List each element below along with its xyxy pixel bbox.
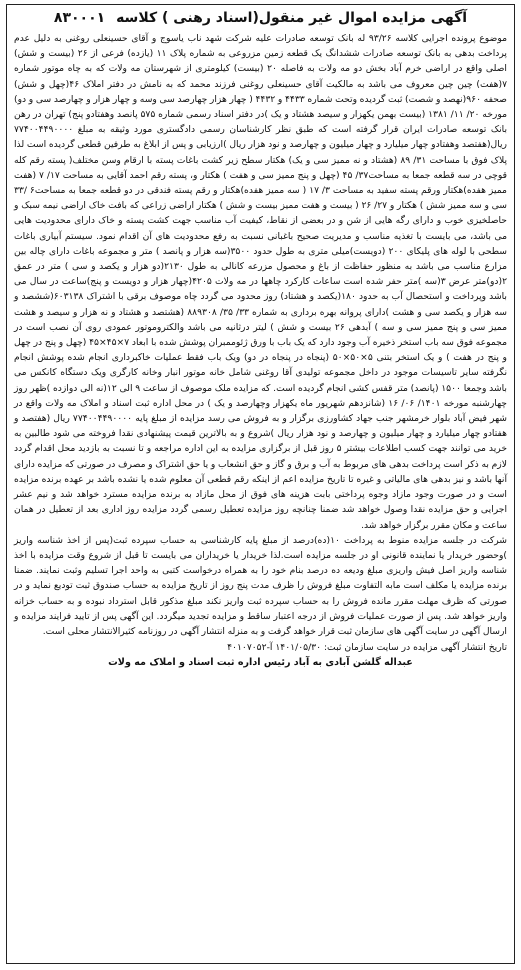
- notice-body-paragraph-2: شرکت در جلسه مزایده منوط به پرداخت ۱۰(ده)درصد از مبلغ پایه کارشناسی به حساب سپرده ثبت(پس از اخذ شناسه واریز )وحضور خریدار یا نماینده قانونی او در جلسه مزایده است.لذا خریدار یا خریداران می بایست تا قبل از شروع وقت مزایده با اخذ شناسه واریز اصل فیش واریزی مبلغ ودیعه ده درصد بنام خود را به همراه درخواست کتبی به واحد اجرا تسلیم وثبت نمایند. ضمنا برنده مزایده یا مکلف است مابه التفاوت مبلغ فروش را ظرف مدت پنج روز از تاریخ مزایده به حساب صندوق ثبت تودیع نماید و در صورتی که ظرف مهلت مقرر مانده فروش را به حساب سپرده ثبت واریز نکند مبلغ مذکور قابل استرداد نبوده و به حساب خزانه واریز خواهد شد. پس از صورت عملیات فروش از درجه اعتبار ساقط و مزایده تجدید میگردد. این آگهی پس از تایید فرایند مزایده و ارسال آگهی در سایت آگهی های سازمان ثبت قرار خواهد گرفت و به منزله انتشار آگهی در روزنامه کثیرالانتشار محلی است.: [14, 534, 507, 637]
- signature-line: عبداله گلشن آبادی به آباد رئیس اداره ثبت اسناد و املاک مه ولات: [108, 657, 413, 669]
- notice-title-text: آگهی مزایده اموال غیر منقول(اسناد رهنی ) کلاسه: [116, 10, 468, 26]
- publication-date: تاریخ انتشار آگهی مزایده در سایت سازمان ثبت: ۱۴۰۱/۰۵/۳۰: [275, 642, 507, 654]
- notice-body-paragraph-1: موضوع پرونده اجرایی کلاسه ۹۳/۲۶ له بانک توسعه صادرات علیه شرکت شهد ناب یاسوج و آقای حسینعلی روغنی به دلیل عدم پرداخت بدهی به بانک توسعه صادرات ششدانگ یک قطعه زمین مزروعی به شماره پلاک ۱۱ (یازده) فرعی از ۲۶ (بیست و شش) اصلی واقع در اراضی خرم آباد بخش دو مه ولات به فاصله ۲۰ (بیست) کیلومتری از شهرستان مه ولات که به چاه موتور شماره ۷(هفت) چین چین معروف می باشد به مالکیت آقای حسینعلی روغنی فرزند محمد که به نامش در دفتر املاک ۴۶(چهل و شش) صحفه ۹۶۰(نهصد و شصت) ثبت گردیده وتحت شماره ۴۴۳۳ و ۴۴۳۲ ( چهار هزار چهارصد سی وسه و چهار هزار و چهارصد سی و دو) مورخه ۲۰/ ۱۱/ ۱۳۸۱ (بیست بهمن یکهزار و سیصد هشتاد و یک )در دفتر اسناد رسمی شماره ۵۷۵ پانصد وهفتادو پنج) تهران در رهن بانک توسعه صادرات ایران قرار گرفته است که طبق نظر کارشناسان رسمی دادگستری مورد وثیقه به مبلغ ۷۷۴۰۰۴۴۹۰۰۰۰ ریال(هفتصد وهفتادو چهار میلیارد و چهار میلیون و چهارصد و نود هزار ریال )ارزیابی و پس از ابلاغ به طرفین قطعی گردیده است لذا پلاک فوق با مساحت ۳۱/ ۸۹ (هشتاد و نه ممیز سی و یک) هکتار سطح زیر کشت باغات پسته با ارقام وسن مختلف( پسته رقم کله قوچی در سه قطعه جمعا به مساحت۳۷/ ۴۵ (چهل و پنج ممیز سی و هفت ) هکتار و، پسته رقم احمد آقایی به مساحت ۱۷/ ۷ (هفت ممیز هفده)هکتار ورقم پسته سفید به مساحت ۳/ ۱۷ ( سه ممیز هفده)هکتار و رقم پسته فندقی در دو قطعه جمعا به مساحت۶ /۳۳ سی و سه ممیز شش ) هکتار و ۲۷/ ۲۶ ( بیست و هفت ممیز بیست و شش ) هکتار اراضی زراعی که بافت خاک اراضی نیمه سبک و حاصلخیزی خوب و دارای رگه هایی از شن و در بعضی از نقاط، کیفیت آب مناسب جهت کشت پسته و خاک دارای محدودیت هایی می باشد، می بایست با تغذیه مناسب و مدیریت صحیح باغبانی نسبت به رفع محدودیت های آن اقدام نمود. سیستم آبیاری باغات سطحی با لوله های پلیکای ۲۰۰ (دویست)میلی متری به طول حدود ۳۵۰۰(سه هزار و پانصد ) متر و مجموعه باغات دارای چاله بین مزارع مناسب می باشد به منظور حفاظت از باغ و محصول مزرعه کانالی به طول ۲۱۳۰(دو هزار و یکصد و سی ) متر در عمق ۲(دو)متر عرض ۳(سه )متر حفر شده است ساعات کارکرد چاهها در مه ولات ۴۲۰۵(چهار هزار و دویست و پنج)ساعت در سال می باشد وپرداخت و استحصال آب به حدود ۱۸۰(یکصد و هشتاد) روز محدود می گردد چاه موصوف برقی با اشتراک ۶۰۳۱۳۸(ششصد و سه هزار و یکصد سی و هشت )دارای پروانه بهره برداری به شماره ۳۳/ ۳۵/ ۸۸۹۳۰۸ (هشتصد و هشتاد و نه هزار و سیصد و هشت ممیز سی و پنج ممیز سی و سه ) آبدهی ۲۶ بیست و شش ) لیتر درثانیه می باشد والکتروموتور عمودی روی آن نصب است در مجموعه فوق سه باب استخر ذخیره آب وجود دارد که یک باب با ورق ژئوممبران پوشش شده با ابعاد ۷×۴۵×۴۵ (چهل و پنج در چهل و پنج در هفت ) و یک استخر بتنی ۵×۵۰×۵۰ (پنجاه در پنجاه در دو) ویک باب فقط عملیات خاکبرداری انجام شده پوشش انجام نگرفته سایر تاسیسات موجود در داخل مجموعه تولیدی آقا روغنی شامل خانه موتور انبار وخانه کارگری ویک دستگاه کانکس می باشد وجمعا ۱۵۰۰ (پانصد) متر قفس کشی انجام گردیده است. که مزایده ملک موصوف از ساعت ۹ الی ۱۲(نه الی دوازده )ظهر روز چهارشنبه مورخه ۱۴۰۱/ ۰۶/ ۱۶ (شانزدهم شهریور ماه یکهزار وچهارصد و یک ) در محل اداره ثبت اسناد و املاک مه ولات واقع در شهر فیض آباد بلوار خرمشهر جنب جهاد کشاورزی برگزار و به فروش می رسد مزایده از مبلغ پایه ۷۷۴۰۰۴۴۹۰۰۰۰ ریال (هفتصد و هفتادو چهار میلیارد و چهار میلیون و چهارصد و نود هزار ریال )شروع و به بالاترین قیمت پیشنهادی نقدا فروخته می شود طالبین به خرید می توانند جهت کسب اطلاعات بیشتر ۵ روز قبل از برگزاری مزایده به این اداره مراجعه و تا نسبت به بازدید محل اقدام گردد لازم به ذکر است پرداخت بدهی های مربوط به آب و برق و گاز و حق انشعاب و یا حق اشتراک و مصرف در صورتی که مزایده دارای آنها باشد و نیز بدهی های مالیاتی و غیره تا تاریخ مزایده اعم از اینکه رقم قطعی آن معلوم شده یا نشده باشد بر عهده برنده مزایده است و در صورت وجود مازاد وجوه پرداختی بابت هزینه های فوق از محل مازاد به برنده مزایده مسترد خواهد شد و نیم عشر اجرایی و حق مزایده نقدا وصول خواهد شد ضمنا چنانچه روز مزایده تعطیل رسمی گردد مزایده روز اداری بعد از تعطیل در همان ساعت و مکان مقرر برگزار خواهد شد.: [14, 33, 508, 531]
- reference-number: آ-۴۰۱۰۷۰۵۲: [227, 642, 273, 654]
- case-number: ۸۳۰۰۰۱: [53, 10, 106, 26]
- auction-notice: [6, 4, 515, 964]
- notice-title: [14, 9, 507, 28]
- publication-date-line: [14, 640, 507, 655]
